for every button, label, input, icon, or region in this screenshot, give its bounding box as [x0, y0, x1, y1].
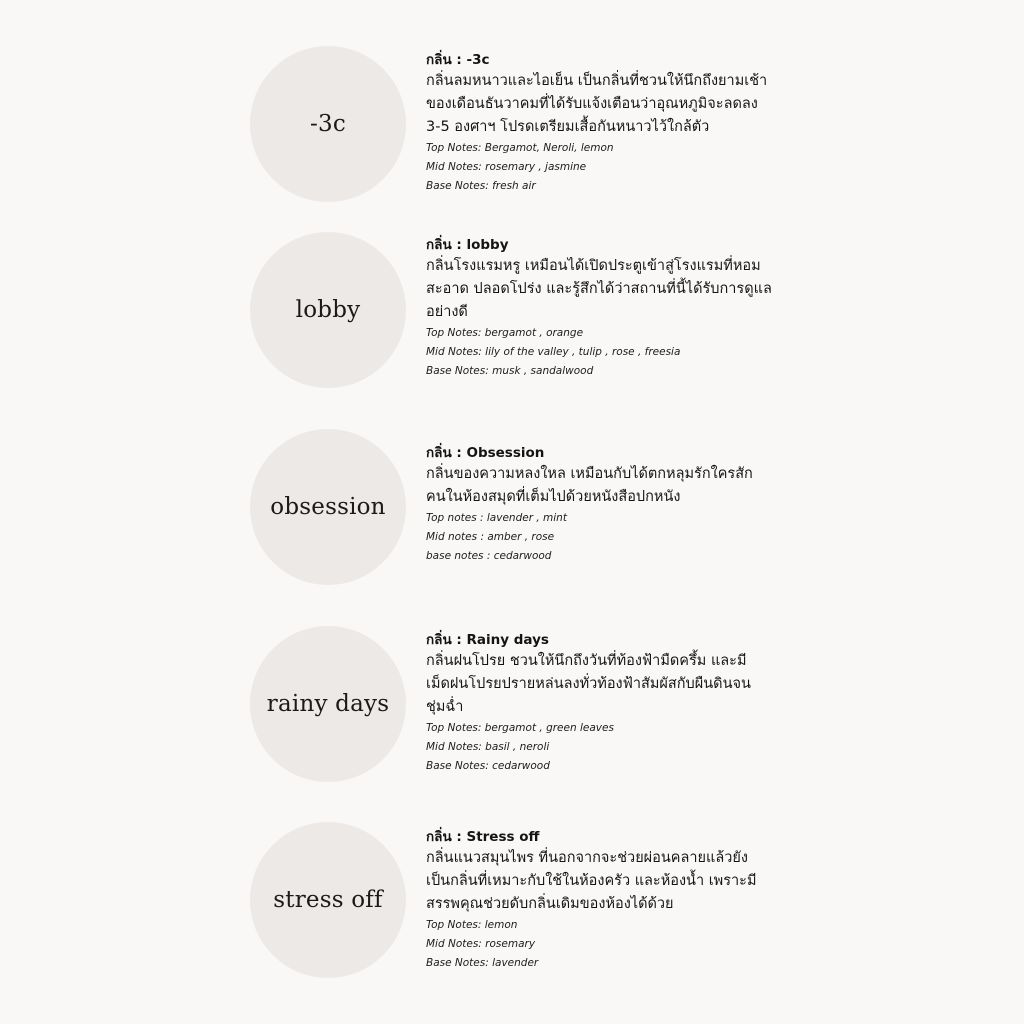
- scent-circle: [250, 232, 406, 388]
- top-notes: Top Notes: Bergamot, Neroli, lemon: [426, 142, 614, 154]
- scent-description-line: กลิ่นลมหนาวและไอเย็น เป็นกลิ่นที่ชวนให้นึกถึงยามเช้า: [426, 73, 768, 89]
- top-notes: Top notes : lavender , mint: [426, 512, 567, 524]
- scent-description-line: กลิ่นฝนโปรย ชวนให้นึกถึงวันที่ท้องฟ้ามืดครึ้ม และมี: [426, 653, 747, 669]
- top-notes: Top Notes: bergamot , green leaves: [426, 722, 614, 734]
- mid-notes: Mid Notes: rosemary , jasmine: [426, 161, 587, 173]
- scent-circle-label: rainy days: [266, 691, 390, 717]
- base-notes: Base Notes: lavender: [426, 957, 539, 969]
- top-notes: Top Notes: bergamot , orange: [426, 327, 584, 339]
- scent-circle: [250, 822, 406, 978]
- scent-details: [426, 444, 796, 566]
- scent-circle-label: stress off: [273, 887, 383, 913]
- scent-circle: [250, 46, 406, 202]
- scent-details: [426, 828, 796, 973]
- scent-circle: [250, 626, 406, 782]
- scent-description-line: สรรพคุณช่วยดับกลิ่นเดิมของห้องได้ด้วย: [426, 896, 674, 912]
- base-notes: base notes : cedarwood: [426, 550, 552, 562]
- scent-circle-label: obsession: [270, 494, 386, 520]
- mid-notes: Mid Notes: basil , neroli: [426, 741, 550, 753]
- scent-description-line: อย่างดี: [426, 304, 468, 320]
- scent-heading: กลิ่น : Obsession: [426, 445, 545, 461]
- scent-description-line: กลิ่นแนวสมุนไพร ที่นอกจากจะช่วยผ่อนคลายแล้วยัง: [426, 850, 748, 866]
- scent-description-line: คนในห้องสมุดที่เต็มไปด้วยหนังสือปกหนัง: [426, 489, 681, 505]
- scent-description-line: เม็ดฝนโปรยปรายหล่นลงทั่วท้องฟ้าสัมผัสกับผืนดินจน: [426, 676, 751, 692]
- top-notes: Top Notes: lemon: [426, 919, 518, 931]
- scent-description-line: เป็นกลิ่นที่เหมาะกับใช้ในห้องครัว และห้องน้ำ เพราะมี: [426, 873, 757, 889]
- scent-heading: กลิ่น : Stress off: [426, 829, 540, 845]
- base-notes: Base Notes: cedarwood: [426, 760, 550, 772]
- mid-notes: Mid Notes: lily of the valley , tulip , rose , freesia: [426, 346, 681, 358]
- base-notes: Base Notes: fresh air: [426, 180, 536, 192]
- scent-circle-label: lobby: [295, 297, 361, 323]
- scent-description-line: กลิ่นของความหลงใหล เหมือนกับได้ตกหลุมรักใครสัก: [426, 466, 753, 482]
- scent-heading: กลิ่น : Rainy days: [426, 632, 549, 648]
- scent-heading: กลิ่น : -3c: [426, 52, 490, 68]
- mid-notes: Mid Notes: rosemary: [426, 938, 536, 950]
- scent-details: [426, 631, 796, 776]
- scent-description-line: ของเดือนธันวาคมที่ได้รับแจ้งเตือนว่าอุณหภูมิจะลดลง: [426, 96, 758, 112]
- scent-details: [426, 236, 796, 381]
- scent-circle: [250, 429, 406, 585]
- scent-description-line: 3-5 องศาฯ โปรดเตรียมเสื้อกันหนาวไว้ใกล้ตัว: [426, 119, 710, 135]
- scent-heading: กลิ่น : lobby: [426, 237, 509, 253]
- scent-description-line: สะอาด ปลอดโปร่ง และรู้สึกได้ว่าสถานที่นี้ได้รับการดูแล: [426, 281, 772, 297]
- base-notes: Base Notes: musk , sandalwood: [426, 365, 594, 377]
- scent-description-line: กลิ่นโรงแรมหรู เหมือนได้เปิดประตูเข้าสู่โรงแรมที่หอม: [426, 258, 761, 274]
- scent-circle-label: -3c: [310, 111, 346, 137]
- mid-notes: Mid notes : amber , rose: [426, 531, 555, 543]
- scent-details: [426, 51, 796, 196]
- scent-description-line: ชุ่มฉ่ำ: [426, 699, 464, 715]
